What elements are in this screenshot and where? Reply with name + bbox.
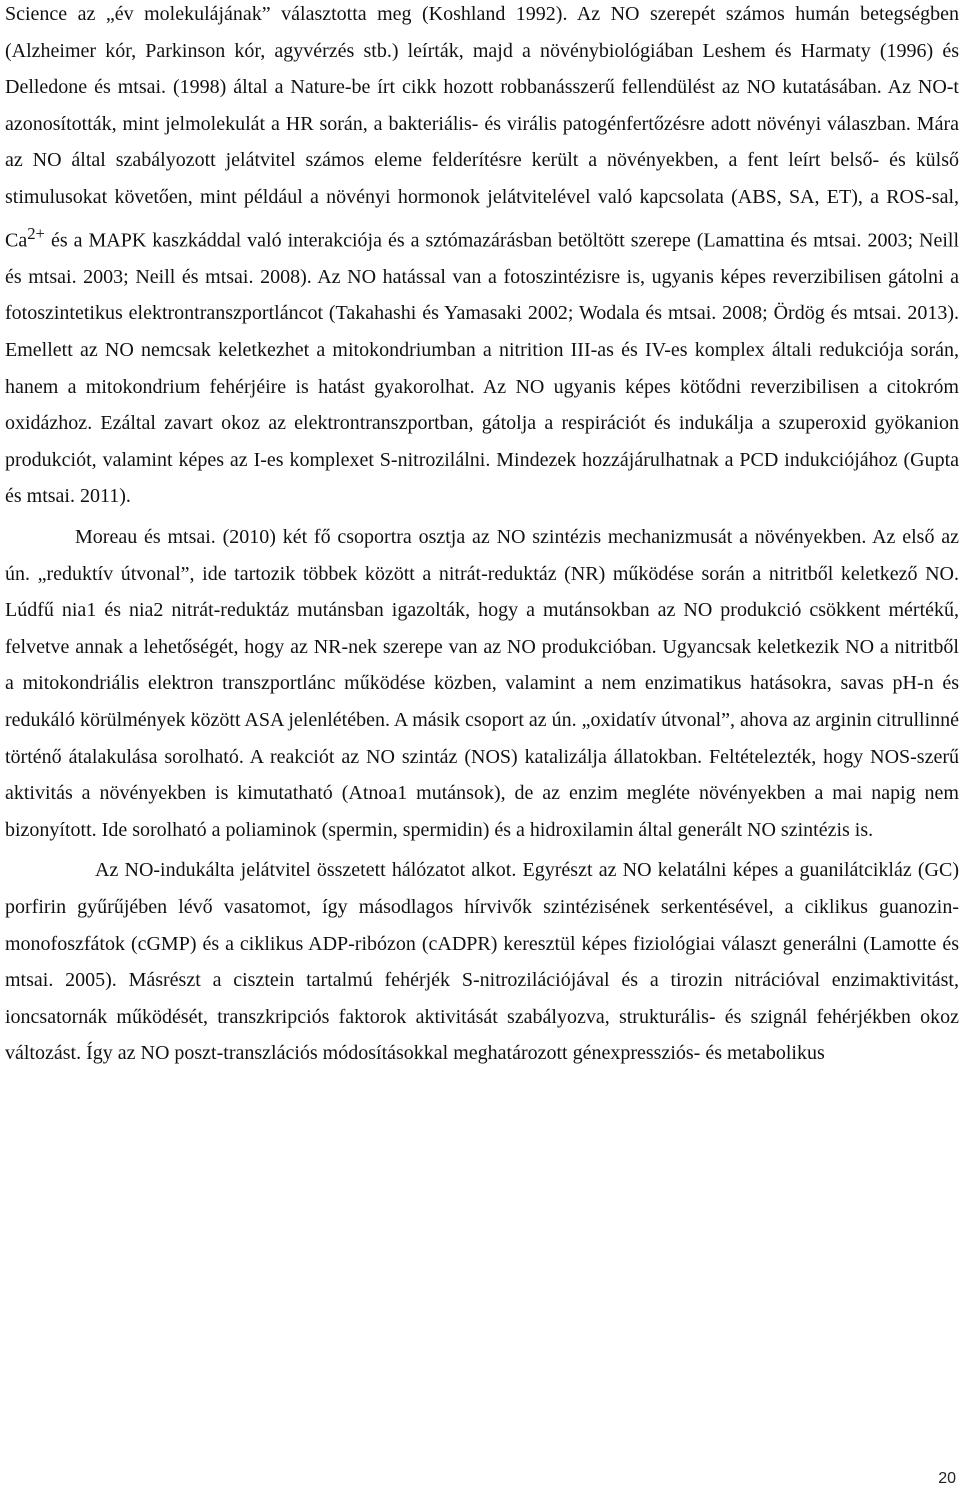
- document-page: [5, 0, 959, 1072]
- calcium-charge-superscript: 2+: [27, 223, 45, 243]
- paragraph-text-part-1: Science az „év molekulájának” választotta meg (Koshland 1992). Az NO szerepét számos humán betegségben (Alzheimer kór, Parkinson kór, agyvérzés stb.) leírták, majd a növénybiológiában Leshem és Harmaty (1996) és Delledone és mtsai. (1998) által a Nature-be írt cikk hozott robbanásszerű fellendülést az NO kutatásában. Az NO-t azonosították, mint jelmolekulát a HR során, a bakteriális- és virális patogénfertőzésre adott növényi válaszban. Mára az NO által szabályozott jelátvitel számos eleme felderítésre került a növényekben, a fent leírt belső- és külső stimulusokat követően, mint például a növényi hormonok jelátvitelével való kapcsolata (ABS, SA, ET), a ROS-sal, Ca: [5, 3, 959, 252]
- paragraph-no-synthesis: Moreau és mtsai. (2010) két fő csoportra osztja az NO szintézis mechanizmusát a növényekben. Az első az ún. „reduktív útvonal”, ide tartozik többek között a nitrát-reduktáz (NR) működése során a nitritből keletkező NO. Lúdfű nia1 és nia2 nitrát-reduktáz mutánsban igazolták, hogy a mutánsokban az NO produkció csökkent mértékű, felvetve annak a lehetőségét, hogy az NR-nek szerepe van az NO produkcióban. Ugyancsak keletkezik NO a nitritből a mitokondriális elektron transzportlánc működése közben, valamint a nem enzimatikus hatásokra, savas pH-n és redukáló körülmények között ASA jelenlétében. A másik csoport az ún. „oxidatív útvonal”, ahova az arginin citrullinné történő átalakulása sorolható. A reakciót az NO szintáz (NOS) katalizálja állatokban. Feltételezték, hogy NOS-szerű aktivitás a növényekben is kimutatható (Atnoa1 mutánsok), de az enzim megléte növényekben a mai napig nem bizonyított. Ide sorolható a poliaminok (spermin, spermidin) és a hidroxilamin által generált NO szintézis is.: [5, 525, 959, 841]
- paragraph-text-part-2: és a MAPK kaszkáddal való interakciója és a sztómazárásban betöltött szerepe (Lamattina és mtsai. 2003; Neill és mtsai. 2003; Neill és mtsai. 2008). Az NO hatással van a fotoszintézisre is, ugyanis képes reverzibilisen gátolni a fotoszintetikus elektrontranszportláncot (Takahashi és Yamasaki 2002; Wodala és mtsai. 2008; Ördög és mtsai. 2013). Emellett az NO nemcsak keletkezhet a mitokondriumban a nitrition III-as és IV-es komplex általi redukciója során, hanem a mitokondrium fehérjéire is hatást gyakorolhat. Az NO ugyanis képes kötődni reverzibilisen a citokróm oxidázhoz. Ezáltal zavart okoz az elektrontranszportban, gátolja a respirációt és indukálja a szuperoxid gyökanion produkciót, valamint képes az I-es komplexet S-nitrozilálni. Mindezek hozzájárulhatnak a PCD indukciójához (Gupta és mtsai. 2011).: [5, 229, 959, 508]
- page-number: 20: [938, 1470, 956, 1487]
- paragraph-no-signaling: Az NO-indukálta jelátvitel összetett hálózatot alkot. Egyrészt az NO kelatálni képes a guanilátcikláz (GC) porfirin gyűrűjében lévő vasatomot, így másodlagos hírvivők szintézisének serkentésével, a ciklikus guanozin-monofoszfátok (cGMP) és a ciklikus ADP-ribózon (cADPR) keresztül képes fiziológiai választ generálni (Lamotte és mtsai. 2005). Másrészt a cisztein tartalmú fehérjék S-nitrozilációjával és a tirozin nitrációval enzimaktivitást, ioncsatornák működését, transzkripciós faktorok aktivitását szabályozva, strukturális- és szignál fehérjékben okoz változást. Így az NO poszt-transzlációs módosításokkal meghatározott génexpressziós- és metabolikus: [5, 859, 959, 1065]
- paragraph-no-significance: [5, 0, 959, 515]
